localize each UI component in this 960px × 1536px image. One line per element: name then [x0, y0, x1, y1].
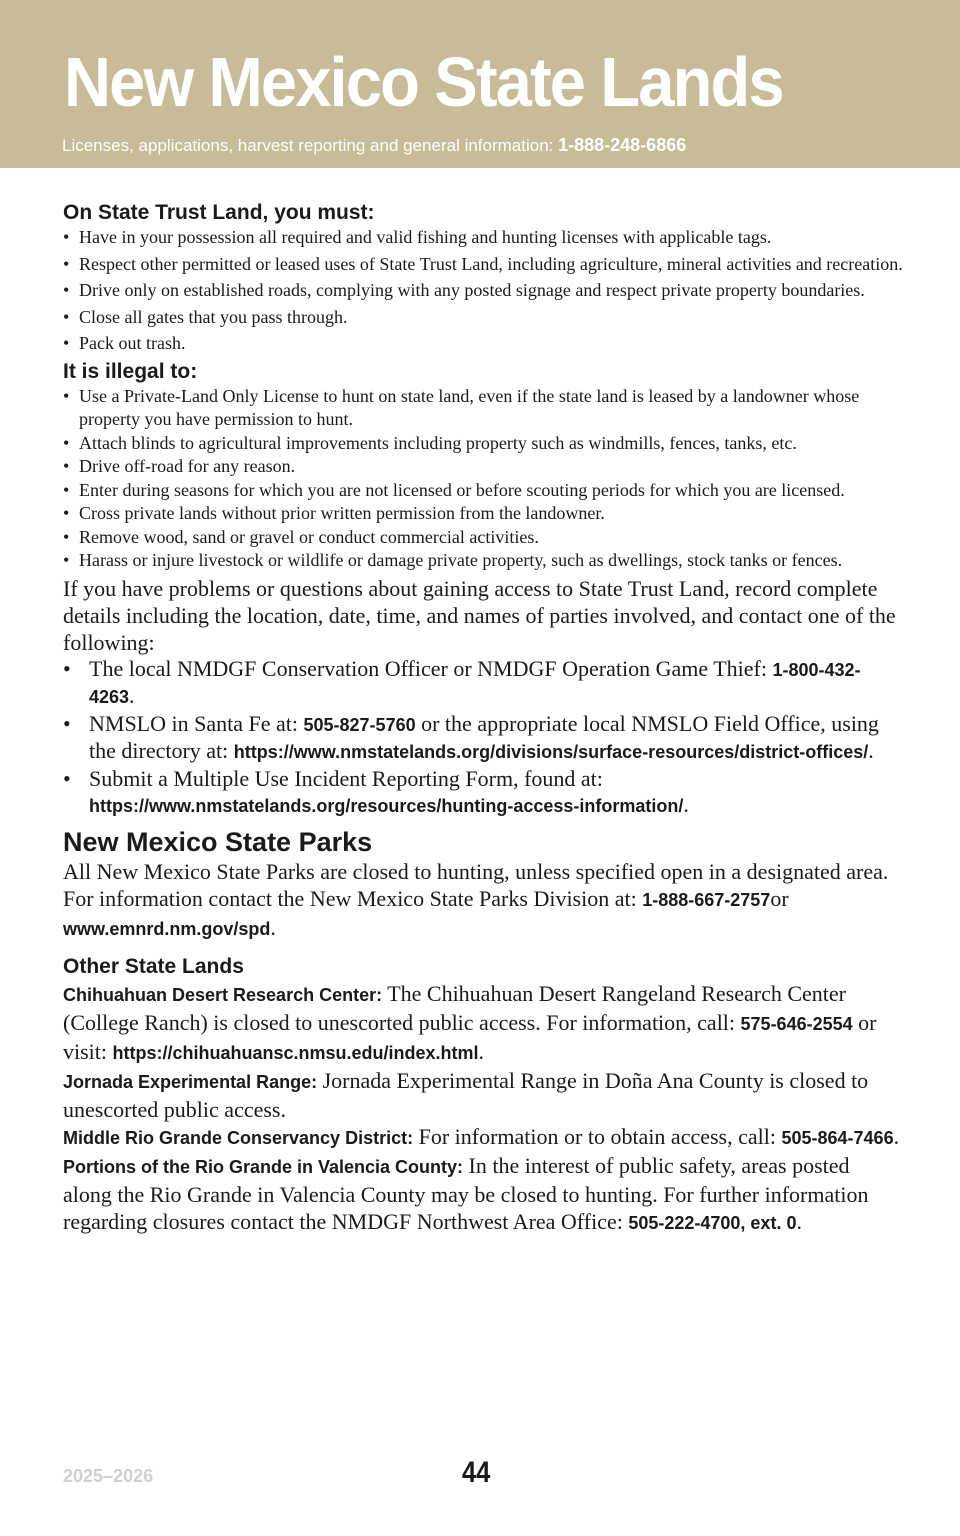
parks-or: or	[770, 885, 789, 911]
footer-year: 2025–2026	[63, 1466, 154, 1486]
illegal-list	[63, 385, 903, 573]
header-banner	[0, 0, 960, 168]
list-item: • Cross private lands without prior written permission from the landowner.	[63, 502, 903, 526]
list-item: • Harass or injure livestock or wildlife or damage private property, such as dwellings, stock tanks or fences.	[63, 549, 903, 573]
nmslo-phone: 505-827-5760	[303, 714, 416, 735]
illegal-heading: It is illegal to:	[63, 359, 198, 383]
incident-form-link[interactable]: https://www.nmstatelands.org/resources/hunting-access-information/	[89, 796, 684, 816]
parks-paragraph	[63, 858, 903, 943]
parks-heading: New Mexico State Parks	[63, 826, 373, 857]
must-list	[63, 226, 903, 356]
rio-grande-phone: 505-222-4700, ext. 0	[628, 1212, 797, 1233]
period: .	[868, 738, 874, 763]
header-subtitle-text: Licenses, applications, harvest reporting and general information:	[62, 136, 559, 155]
list-item: • Attach blinds to agricultural improvements including property such as windmills, fences, tanks, etc.	[63, 432, 903, 456]
other-heading: Other State Lands	[63, 954, 244, 978]
contact-text: or the appropriate local NMSLO Field Office, using the directory at:	[89, 710, 879, 763]
list-item: • Close all gates that you pass through.	[63, 306, 903, 330]
list-item: • Drive only on established roads, complying with any posted signage and respect private property boundaries.	[63, 279, 903, 303]
chihuahuan-or: or visit:	[63, 1009, 877, 1064]
list-item: • Drive off-road for any reason.	[63, 455, 903, 479]
contact-item-form	[63, 766, 903, 820]
district-offices-link[interactable]: https://www.nmstatelands.org/divisions/surface-resources/district-offices/	[233, 742, 869, 762]
period: .	[270, 914, 276, 940]
page-number: 44	[462, 1456, 491, 1489]
period: .	[683, 792, 689, 817]
header-subtitle	[62, 135, 686, 156]
ogt-phone: 1-800-432-4263	[89, 659, 861, 707]
contact-text: Submit a Multiple Use Incident Reporting Form, found at:	[89, 765, 603, 791]
jornada-paragraph	[63, 1067, 903, 1123]
contact-item-ogt	[63, 656, 903, 711]
list-item: • Have in your possession all required and valid fishing and hunting licenses with applicable tags.	[63, 226, 903, 250]
chihuahuan-label: Chihuahuan Desert Research Center:	[63, 984, 383, 1005]
mrgcd-text: For information or to obtain access, call:	[413, 1123, 782, 1149]
main-content	[63, 200, 903, 1237]
contact-text: NMSLO in Santa Fe at:	[89, 710, 304, 736]
contact-text: The local NMDGF Conservation Officer or NMDGF Operation Game Thief:	[89, 655, 773, 681]
jornada-label: Jornada Experimental Range:	[63, 1071, 318, 1092]
chihuahuan-paragraph	[63, 980, 903, 1067]
list-item: • Respect other permitted or leased uses of State Trust Land, including agriculture, mineral activities and recreation.	[63, 253, 903, 277]
chihuahuan-text: The Chihuahuan Desert Rangeland Research Center (College Ranch) is closed to unescorted public access. For information, call:	[63, 980, 846, 1035]
rio-grande-label: Portions of the Rio Grande in Valencia County:	[63, 1156, 464, 1177]
list-item: • Remove wood, sand or gravel or conduct commercial activities.	[63, 526, 903, 550]
chihuahuan-link[interactable]: https://chihuahuansc.nmsu.edu/index.html	[112, 1042, 479, 1063]
contact-list	[63, 656, 903, 820]
rio-grande-paragraph	[63, 1152, 903, 1237]
must-heading: On State Trust Land, you must:	[63, 201, 375, 224]
list-item: • Pack out trash.	[63, 332, 903, 356]
parks-text: All New Mexico State Parks are closed to hunting, unless specified open in a designated area. For information contact the New Mexico State Parks Division at:	[63, 858, 889, 911]
rio-grande-text: In the interest of public safety, areas posted along the Rio Grande in Valencia County may be closed to hunting. For further information regarding closures contact the NMDGF Northwest Area Office:	[63, 1152, 869, 1234]
problems-intro: If you have problems or questions about gaining access to State Trust Land, record complete details including the location, date, time, and names of parties involved, and contact one of the following:	[63, 575, 896, 655]
list-item: • Enter during seasons for which you are not licensed or before scouting periods for which you are licensed.	[63, 479, 903, 503]
contact-item-nmslo	[63, 711, 903, 766]
list-item: • Use a Private-Land Only License to hunt on state land, even if the state land is leased by a landowner whose property you have permission to hunt.	[63, 385, 903, 432]
parks-phone: 1-888-667-2757	[642, 889, 771, 910]
chihuahuan-phone: 575-646-2554	[740, 1013, 853, 1034]
period: .	[893, 1123, 900, 1149]
mrgcd-phone: 505-864-7466	[781, 1127, 894, 1148]
period: .	[796, 1208, 802, 1234]
mrgcd-paragraph	[63, 1123, 903, 1152]
period: .	[478, 1038, 485, 1064]
parks-link[interactable]: www.emnrd.nm.gov/spd	[63, 918, 271, 939]
page-title: New Mexico State Lands	[64, 43, 783, 121]
header-phone: 1-888-248-6866	[558, 135, 687, 155]
jornada-text: Jornada Experimental Range in Doña Ana County is closed to unescorted public access.	[63, 1067, 869, 1122]
mrgcd-label: Middle Rio Grande Conservancy District:	[63, 1127, 414, 1148]
period: .	[129, 683, 135, 708]
